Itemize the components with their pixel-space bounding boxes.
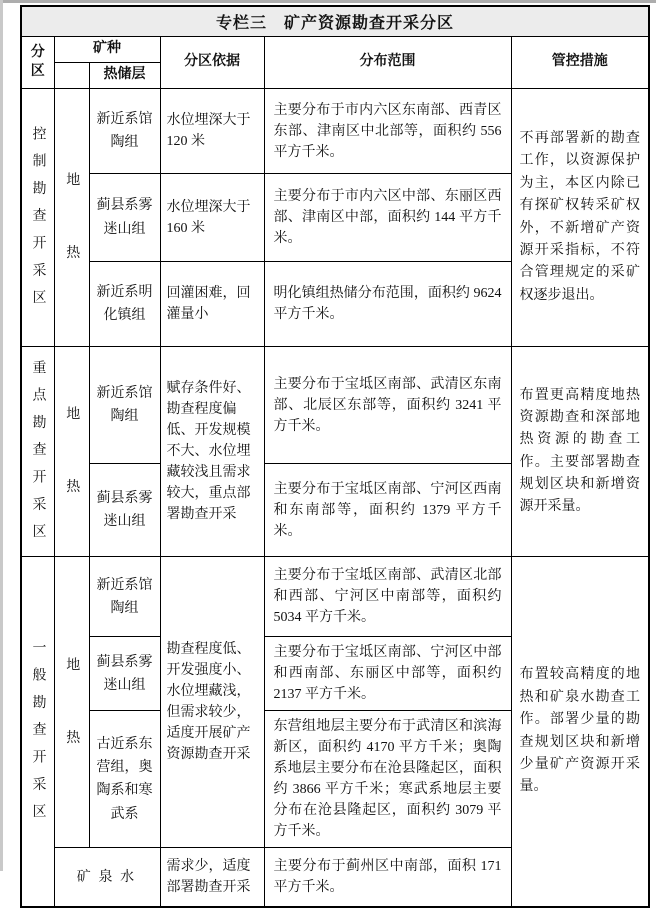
basis-cell-general: 勘查程度低、开发强度小、水位埋藏浅，但需求较少，适度开展矿产资源勘查开采 (160, 557, 264, 848)
range-cell: 主要分布于宝坻区南部、武清区北部和西部、宁河区中南部等，面积约 5034 平方千米。 (264, 557, 511, 637)
mineral-zoning-table (20, 5, 650, 908)
measures-cell-general: 布置较高精度的地热和矿泉水勘查工作。部署少量的勘查规划区块和新增少量矿产资源开采量。 (511, 557, 649, 907)
reservoir-cell: 新近系馆陶组 (89, 89, 160, 174)
mineral-label: 地热 (64, 405, 80, 552)
measures-cell-key: 布置更高精度地热资源勘查和深部地热资源的勘查工作。主要部署勘查规划区块和新增资源开采量。 (511, 347, 649, 557)
reservoir-cell: 新近系馆陶组 (89, 347, 160, 464)
zone-cell-general (21, 557, 54, 907)
range-cell: 东营组地层主要分布于武清区和滨海新区，面积约 4170 平方千米；奥陶系地层主要分布在沧县隆起区，面积约 3866 平方千米；寒武系地层主要分布在沧县隆起区，面积约 3079 平方千米。 (264, 711, 511, 848)
zone-label: 控制勘查开采区 (30, 126, 46, 318)
mineral-cell-geothermal-1 (54, 89, 89, 347)
reservoir-cell: 古近系东营组，奥陶系和寒武系 (89, 711, 160, 848)
range-cell: 主要分布于蓟州区中南部，面积 171 平方千米。 (264, 848, 511, 907)
col-header-basis: 分区依据 (160, 37, 264, 89)
zone-cell-control (21, 89, 54, 347)
page-edge-left (0, 0, 3, 871)
basis-cell: 需求少，适度部署勘查开采 (160, 848, 264, 907)
reservoir-cell: 蓟县系雾迷山组 (89, 637, 160, 711)
page-title: 专栏三 矿产资源勘查开采分区 (21, 6, 649, 37)
col-header-mineral: 矿种 (54, 37, 160, 63)
col-header-mineral-sub-empty (54, 63, 89, 89)
reservoir-cell: 新近系明化镇组 (89, 262, 160, 347)
basis-cell: 回灌困难，回灌量小 (160, 262, 264, 347)
mineral-cell-geothermal-3 (54, 557, 89, 848)
reservoir-cell: 新近系馆陶组 (89, 557, 160, 637)
measures-cell-control: 不再部署新的勘查工作，以资源保护为主，本区内除已有探矿权转采矿权外，不新增矿产资源开采指标，不符合管理规定的采矿权逐步退出。 (511, 89, 649, 347)
zone-label: 重点勘查开采区 (30, 360, 46, 552)
range-cell: 主要分布于宝坻区南部、武清区东南部、北辰区东部等，面积约 3241 平方千米。 (264, 347, 511, 464)
reservoir-cell: 蓟县系雾迷山组 (89, 174, 160, 262)
col-header-zone: 分区 (21, 37, 54, 89)
range-cell: 主要分布于市内六区东南部、西青区东部、津南区中北部等，面积约 556 平方千米。 (264, 89, 511, 174)
col-header-range: 分布范围 (264, 37, 511, 89)
mineral-label: 地热 (64, 171, 80, 318)
reservoir-cell: 蓟县系雾迷山组 (89, 464, 160, 557)
basis-cell-key: 赋存条件好、勘查程度偏低、开发规模不大、水位埋藏较浅且需求较大，重点部署勘查开采 (160, 347, 264, 557)
basis-cell: 水位埋深大于 160 米 (160, 174, 264, 262)
range-cell: 主要分布于市内六区中部、东丽区西部、津南区中部，面积约 144 平方千米。 (264, 174, 511, 262)
mineral-cell-geothermal-2 (54, 347, 89, 557)
col-header-reservoir: 热储层 (89, 63, 160, 89)
page-edge-top (0, 0, 656, 3)
range-cell: 主要分布于宝坻区南部、宁河区中部和西南部、东丽区中部等，面积约 2137 平方千米。 (264, 637, 511, 711)
zone-cell-key (21, 347, 54, 557)
basis-cell: 水位埋深大于 120 米 (160, 89, 264, 174)
zone-label: 一般勘查开采区 (30, 640, 46, 832)
mineral-cell-mineral-water: 矿泉水 (54, 848, 160, 907)
mineral-label: 地热 (64, 656, 80, 803)
col-header-measures: 管控措施 (511, 37, 649, 89)
range-cell: 主要分布于宝坻区南部、宁河区西南和东南部等，面积约 1379 平方千米。 (264, 464, 511, 557)
range-cell: 明化镇组热储分布范围，面积约 9624 平方千米。 (264, 262, 511, 347)
